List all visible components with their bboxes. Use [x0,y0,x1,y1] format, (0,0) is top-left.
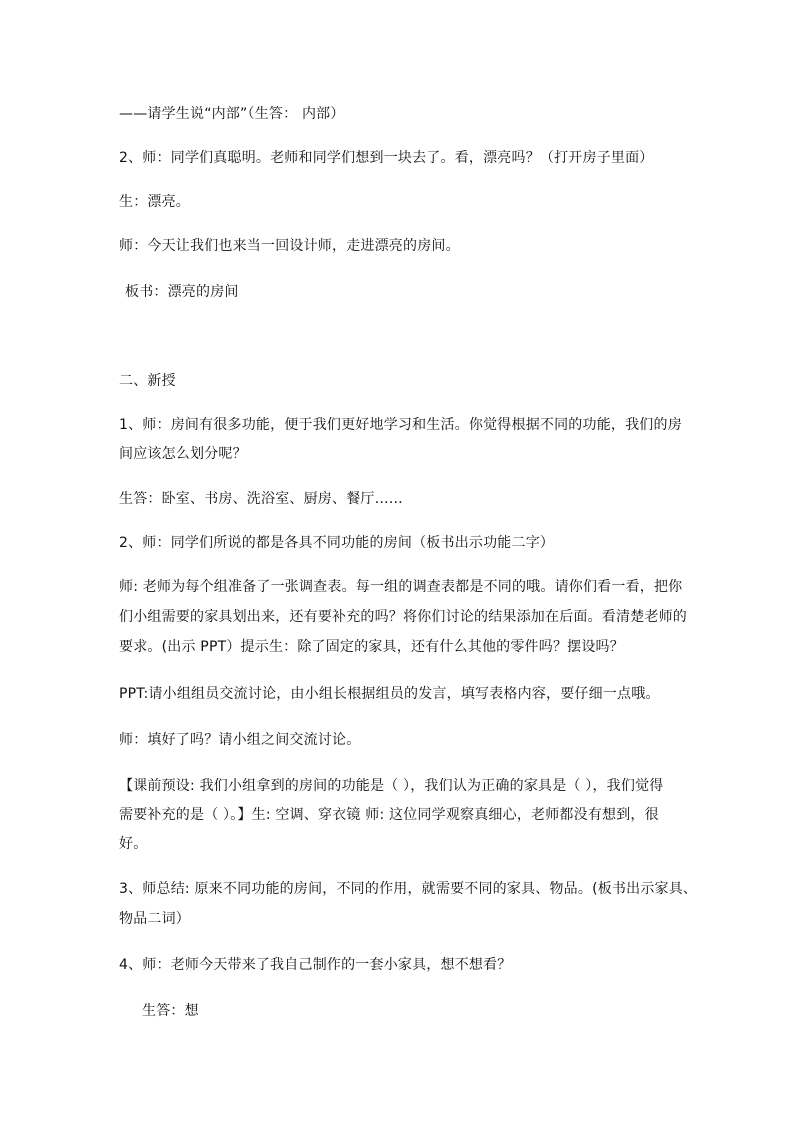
text-line-9: 生答：卧室、书房、洗浴室、厨房、餐厅…… [119,491,403,507]
text-line-21: 4、师：老师今天带来了我自己制作的一套小家具，想不想看？ [119,957,512,973]
text-line-13: 要求。(出示 PPT）提示生：除了固定的家具，还有什么其他的零件吗？摆设吗？ [119,639,624,655]
text-line-18: 好。 [119,836,148,852]
text-line-20: 物品二词） [119,911,190,927]
text-line-15: 师：填好了吗？请小组之间交流讨论。 [119,732,361,748]
text-line-10: 2、师：同学们所说的都是各具不同功能的房间（板书出示功能二字） [119,535,555,551]
text-line-22: 生答：想 [142,1003,199,1019]
text-line-14: PPT:请小组组员交流讨论，由小组长根据组员的发言，填写表格内容，要仔细一点哦。 [119,686,660,702]
text-line-2: 2、师：同学们真聪明。老师和同学们想到一块去了。看，漂亮吗？（打开房子里面） [119,150,654,166]
text-line-8: 间应该怎么划分呢？ [119,446,247,462]
text-line-3: 生：漂亮。 [119,194,190,210]
section-heading: 二、新授 [119,373,176,389]
text-line-5: 板书：漂亮的房间 [125,284,239,300]
text-line-19: 3、师总结: 原来不同功能的房间，不同的作用，就需要不同的家具、物品。(板书出示家具、 [119,881,698,897]
text-line-7: 1、师：房间有很多功能，便于我们更好地学习和生活。你觉得根据不同的功能，我们的房 [119,417,682,433]
text-line-4: 师：今天让我们也来当一回设计师，走进漂亮的房间。 [119,238,460,254]
text-line-12: 们小组需要的家具划出来，还有要补充的吗？将你们讨论的结果添加在后面。看清楚老师的 [119,609,687,625]
text-line-1: ——请学生说“内部”（生答： 内部） [119,106,345,122]
text-line-17: 需要补充的是（ ）。】生: 空调、穿衣镜 师: 这位同学观察真细心，老师都没有想到，很 [119,807,659,823]
text-line-16: 【课前预设: 我们小组拿到的房间的功能是（ ），我们认为正确的家具是（ ），我们觉得 [119,778,664,794]
text-line-11: 师: 老师为每个组准备了一张调查表。每一组的调查表都是不同的哦。请你们看一看，把你 [119,579,683,595]
